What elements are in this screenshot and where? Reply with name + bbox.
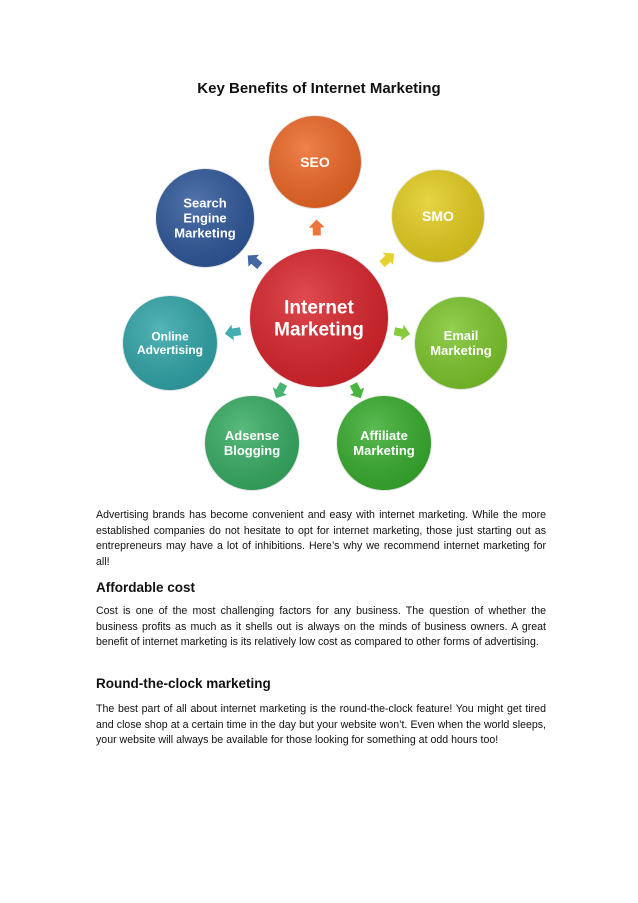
node-adsense-label: Blogging (223, 443, 281, 459)
node-seo-label: SEO (300, 153, 330, 170)
node-adsense (204, 395, 300, 491)
document-title: Key Benefits of Internet Marketing (197, 80, 441, 97)
round-the-clock-paragraph: The best part of all about internet marketing is the round-the-clock feature! You might get tired and close shop at a certain time in the day but your website won’t. Even when the world sleeps, your website will always be available for those looking for something at odd hours too! (96, 703, 546, 746)
node-email-label: Email (443, 328, 479, 344)
node-smo-label: SMO (422, 207, 454, 224)
intro-paragraph: Advertising brands has become convenient and easy with internet marketing. While the more established companies do not hesitate to opt for internet marketing, those just starting out as entrepreneurs may have a lot of inhibitions. Here’s why we recommend internet marketing for all! (96, 509, 546, 568)
node-internet-marketing-label: Marketing (274, 319, 364, 341)
node-internet-marketing (249, 248, 389, 388)
node-email-label: Marketing (430, 343, 492, 359)
node-smo (391, 169, 485, 263)
node-sem-label: Marketing (174, 225, 236, 241)
arrow-email (393, 323, 412, 342)
node-email (414, 296, 508, 390)
arrow-seo (308, 219, 324, 235)
heading-affordable-cost: Affordable cost (96, 580, 196, 595)
node-online (122, 295, 218, 391)
node-sem-label: Engine (183, 210, 227, 226)
node-online-label: Advertising (136, 343, 204, 358)
node-affiliate-label: Affiliate (360, 428, 408, 444)
node-internet-marketing-label: Internet (284, 297, 354, 319)
internet-marketing-diagram (0, 108, 638, 500)
node-sem (155, 168, 255, 268)
node-online-label: Online (151, 329, 189, 344)
node-affiliate (336, 395, 432, 491)
affordable-cost-paragraph: Cost is one of the most challenging factors for any business. The question of whether the business profits as much as it shells out is always on the minds of business owners. A great benefit of internet marketing is its relatively low cost as compared to other forms of advertising. (96, 605, 546, 648)
node-adsense-label: Adsense (224, 428, 280, 444)
node-seo (268, 115, 362, 209)
arrow-smo (377, 248, 400, 271)
node-sem-label: Search (183, 195, 227, 211)
node-affiliate-label: Marketing (353, 443, 415, 459)
arrow-sem (242, 249, 265, 272)
heading-round-the-clock: Round-the-clock marketing (96, 676, 271, 691)
arrow-online (224, 323, 242, 341)
